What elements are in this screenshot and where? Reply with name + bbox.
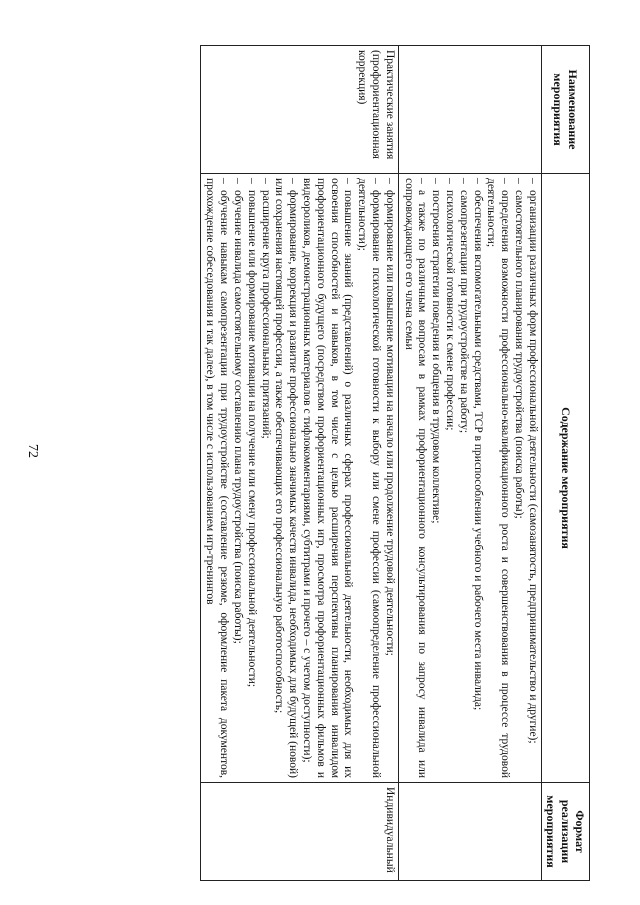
list-item: –построения стратегии поведения и общения в трудовом коллективе;	[430, 178, 443, 524]
list-item: –формирование, коррекция и развитие профессионально значимых качеств инвалида, необходимых для будущей (новой) или сохранения настоящей профессии, а также обеспечивающих его профессиональную работоспособность;	[273, 178, 300, 778]
page-number: 72	[25, 444, 40, 458]
activity-content-cell	[200, 174, 398, 783]
header-name: Наименование мероприятия	[541, 46, 589, 174]
list-item: –обеспечения вспомогательными средствами, ТСР в приспособлении учебного и рабочего места инвалида;	[471, 178, 484, 711]
table-row-continuation	[398, 46, 541, 881]
list-item: –самопрезентации при трудоустройстве на работу;	[457, 178, 470, 434]
list-item: –повышение знаний (представлений) о различных сферах профессиональной деятельности, необходимых для их освоения способностей и навыков, в том числе с целью расширения перспективы планирования инвалидом профориентационного будущего (посредством профориентационных игр, просмотра профориентационных фильмов и видеороликов, демонстрационных материалов с тифлокомментариями, субтитрами и прочего – с учетом доступности);	[301, 178, 355, 778]
header-format: Формат реализации мероприятия	[541, 783, 589, 881]
measures-table	[200, 45, 590, 881]
list-item: –самостоятельного планирования трудоустройства (поиска работы);	[513, 178, 526, 519]
table-header-row	[541, 46, 589, 881]
list-item: –обучение инвалида самостоятельному составлению плана трудоустройства (поиска работы);	[232, 178, 245, 644]
header-content: Содержание мероприятия	[541, 174, 589, 783]
list-item: –формирование психологической готовности к выбору или смене профессии (самоопределение профессиональной деятельности);	[356, 178, 383, 778]
table-row-practical	[200, 46, 398, 881]
list-item: –определения возможности профессионально-квалификационного роста и совершенствования в процессе трудовой деятельности;	[485, 178, 512, 778]
list-item: –психологической готовности к смене профессии;	[444, 178, 457, 431]
list-item: –повышение или формирование мотивации на получение или смену профессиональной деятельности;	[245, 178, 258, 688]
continuation-content-cell	[398, 174, 541, 783]
list-item: –а также по различным вопросам в рамках профориентационного консультирования по запросу инвалида или сопровождающего его члена семьи	[402, 178, 429, 778]
rotated-page-content	[65, 45, 590, 880]
continuation-list	[401, 178, 539, 778]
continuation-name-cell	[398, 46, 541, 174]
list-item: –формирование или повышение мотивации на начало или продолжение трудовой деятельности;	[383, 178, 396, 656]
continuation-format-cell	[398, 783, 541, 881]
activity-format-cell: Индивидуальный	[200, 783, 398, 881]
activity-name-cell: Практические занятия (профориентационная коррекция)	[200, 46, 398, 174]
list-item: –организации различных форм профессиональной деятельности (самозанятость, предпринимательство и другие);	[526, 178, 539, 744]
list-item: –расширение круга профессиональных притязаний;	[259, 178, 272, 439]
activity-list	[203, 178, 396, 778]
list-item: –обучение навыкам самопрезентации при трудоустройстве (составление резюме, оформление пакета документов, прохождение собеседования и так далее), в том числе с использованием игр-тренингов	[204, 178, 231, 778]
